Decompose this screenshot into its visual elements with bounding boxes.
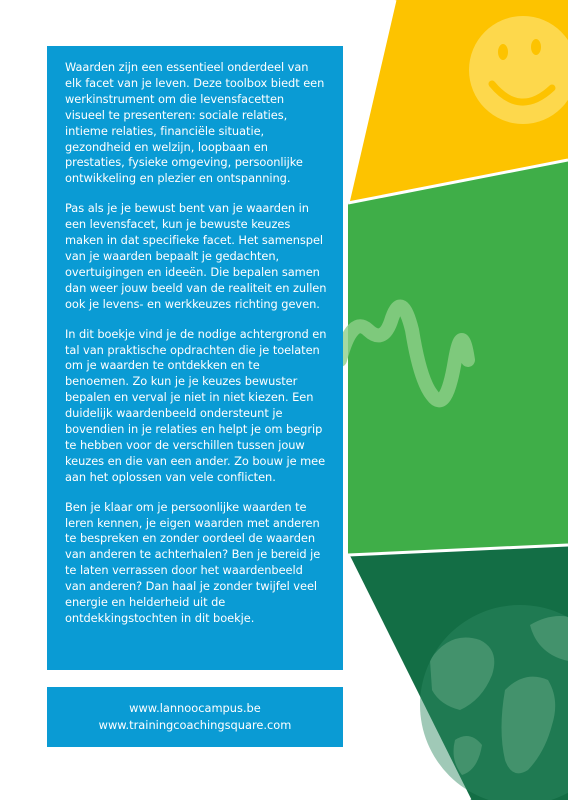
trainingcoachingsquare-link[interactable]: www.trainingcoachingsquare.com (98, 718, 292, 732)
paragraph-content: In dit boekje vind je de nodige achtergrond en tal van praktische opdrachten die je toelaten om je waarden te ontdekken en te benoemen. Zo kun je je keuzes bewuster bepalen en verval je niet in niet kiezen. Een duidelijk waardenbeeld ondersteunt je bovendien in je relaties en helpt je om begrip te hebben voor de verschillen tussen jouw keuzes en die van een ander. Zo bouw je mee aan het oplossen van vele conflicten. (65, 326, 327, 484)
lannoocampus-link[interactable]: www.lannoocampus.be (129, 701, 261, 715)
paragraph-awareness: Pas als je je bewust bent van je waarden in een levensfacet, kun je bewuste keuzes maken in dat specifieke facet. Het samenspel van je waarden bepaalt je gedachten, overtuigingen en ideeën. Die bepalen samen dan weer jouw beeld van de realiteit en zullen ook je levens- en werkkeuzes richting geven. (65, 201, 327, 311)
url-panel (47, 687, 343, 747)
paragraph-intro: Waarden zijn een essentieel onderdeel van elk facet van je leven. Deze toolbox biedt een werkinstrument om die levensfacetten visueel te presenteren: sociale relaties, intieme relaties, financiële situatie, gezondheid en welzijn, loopbaan en prestaties, fysieke omgeving, persoonlijke ontwikkeling en plezier en ontspanning. (65, 60, 325, 186)
description-panel (47, 46, 343, 670)
paragraph-invitation: Ben je klaar om je persoonlijke waarden te leren kennen, je eigen waarden met anderen te bespreken en zonder oordeel de waarden van anderen te achterhalen? Ben je bereid je te laten verrassen door het waardenbeeld van anderen? Dan haal je zonder twijfel veel energie en helderheid uit de ontdekkingstochten in dit boekje. (65, 499, 321, 625)
